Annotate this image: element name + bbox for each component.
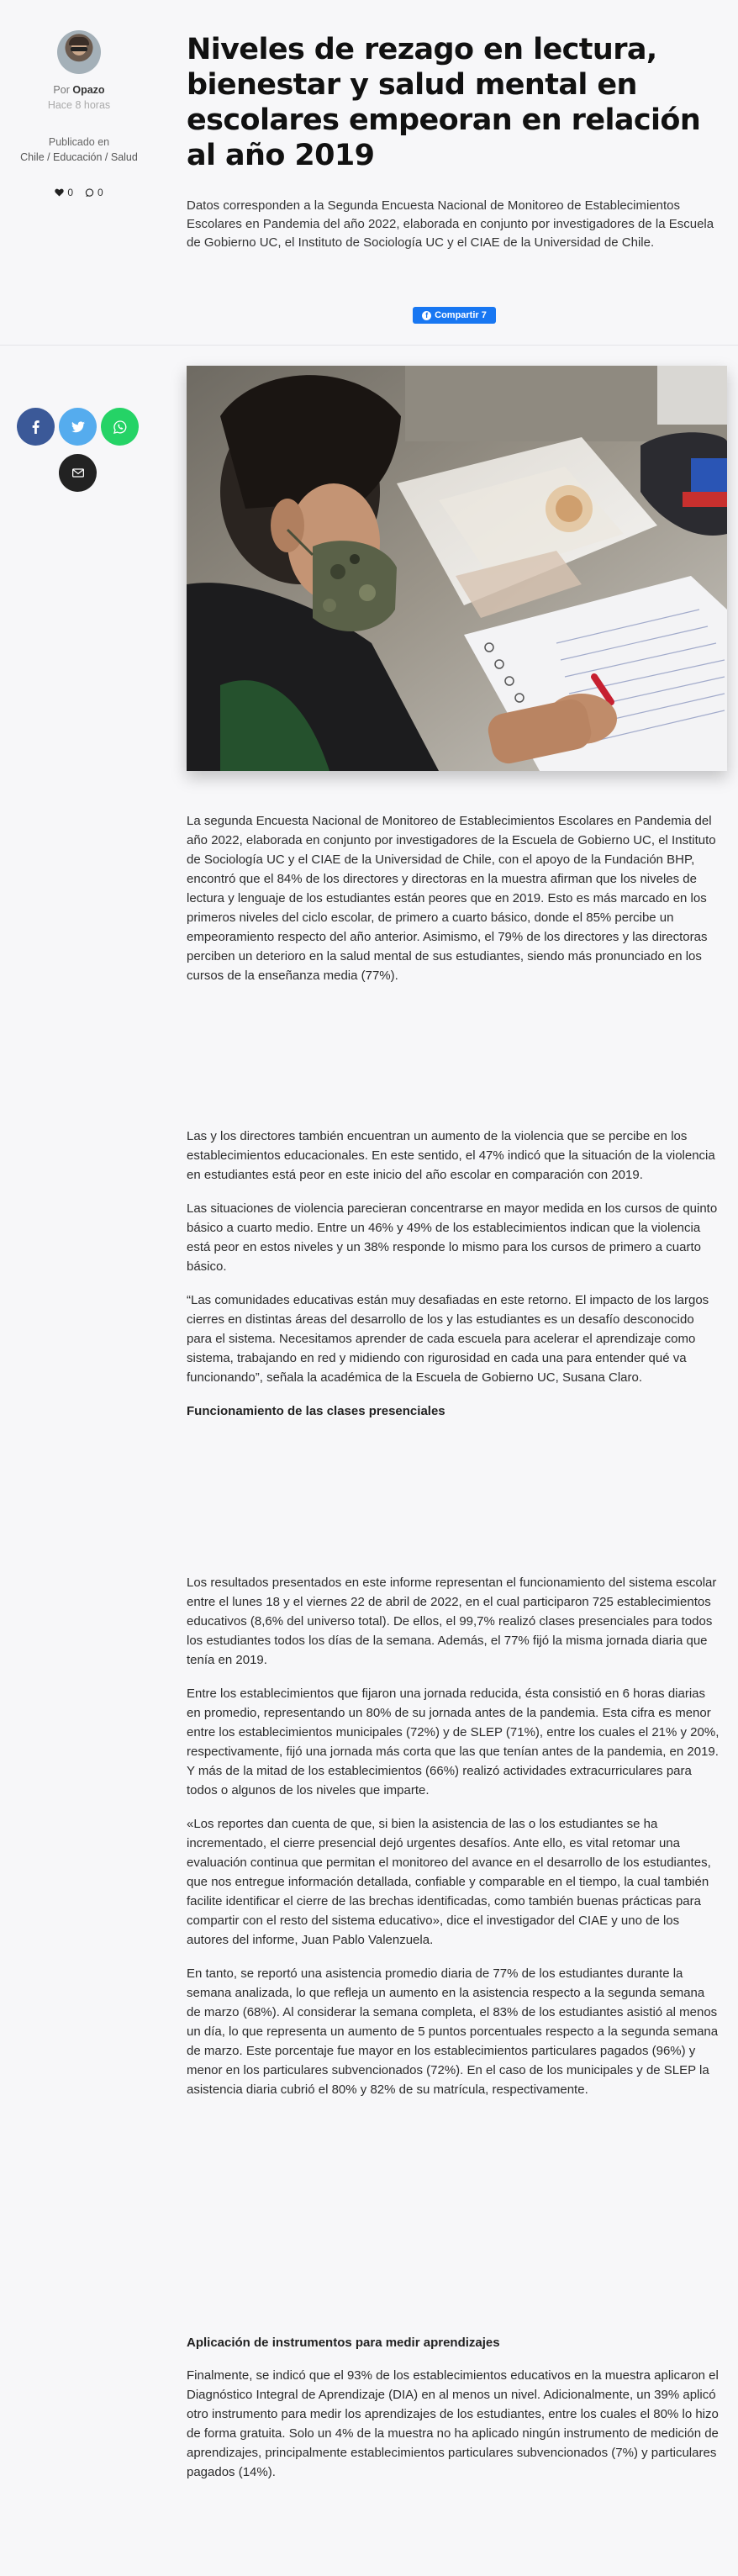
article-paragraph: “Las comunidades educativas están muy desafiadas en este retorno. El impacto de los largos cierres en distintas áreas del desarrollo de los y las estudiantes es un desafío desconocido para el sistema. Necesitamos aprender de cada escuela para acelerar el aprendizaje como sistema, trabajando en red y midiendo con rigurosidad en cada una para entender qué va funcionando”, señala la académica de la Escuela de Gobierno UC, Susana Claro. (187, 1293, 709, 1385)
whatsapp-button[interactable] (101, 408, 139, 446)
comment-icon (85, 188, 94, 198)
article-paragraph: Entre los establecimientos que fijaron una jornada reducida, ésta consistió en 6 horas diarias en promedio, representando un 80% de su jornada antes de la pandemia. Esta cifra es menor entre los establecimientos municipales (72%) y de SLEP (71%), entre los cuales el 21% y 20%, respectivamente, fijó una jornada más corta que las que tenían antes de la pandemia, en 2019. Y más de la mitad de los establecimientos (66%) realizó actividades extracurriculares para todos o algunos de los niveles que imparte. (187, 1687, 720, 1797)
email-icon (72, 468, 84, 478)
article-paragraph: La segunda Encuesta Nacional de Monitoreo de Establecimientos Escolares en Pandemia del año 2022, elaborada en conjunto por investigadores de la Escuela de Gobierno UC, el Instituto de Sociología UC y el CIAE de la Universidad de Chile, con el apoyo de la Fundación BHP, encontró que el 84% de los directores y directoras en la muestra afirman que los niveles de lectura y lenguaje de los estudiantes están peores que en 2019. Esto es más marcado en los primeros niveles del ciclo escolar, de primero a cuarto básico, donde el 85% percibe un empeoramiento respecto del año anterior. Asimismo, el 79% de los directores y las directoras perciben un deterioro en la salud mental de sus estudiantes, siendo más pronunciado en los cursos de la enseñanza media (77%). (187, 814, 716, 983)
article-paragraph: Los resultados presentados en este informe representan el funcionamiento del sistema escolar entre el lunes 18 y el viernes 22 de abril de 2022, en el cual participaron 725 establecimientos educativos (8,6% del universo total). De ellos, el 99,7% realizó clases presenciales para todos los estudiantes todos los días de la semana. Además, el 77% fijó la misma jornada diaria que tenía en 2019. (187, 1576, 717, 1667)
by-label: Por (53, 84, 70, 96)
published-label: Publicado en (48, 136, 110, 148)
article-body-section-3 (187, 1573, 720, 2114)
article-body (187, 811, 720, 1000)
author-box (0, 30, 158, 198)
article-lead: Datos corresponden a la Segunda Encuesta Nacional de Monitoreo de Establecimientos Escolares en Pandemia del año 2022, elaborada en conjunto por investigadores de la Escuela de Gobierno UC, el Instituto de Sociología UC y el CIAE de la Universidad de Chile. (187, 198, 714, 250)
post-time: Hace 8 horas (47, 99, 111, 111)
post-stats (0, 187, 158, 198)
article-paragraph: Finalmente, se indicó que el 93% de los establecimientos educativos en la muestra aplicaron el Diagnóstico Integral de Aprendizaje (DIA) en al menos un nivel. Adicionalmente, un 39% aplicó otro instrumento para medir los aprendizajes de los estudiantes, entre los cuales el 80% lo hizo de forma gratuita. Solo un 4% de la muestra no ha aplicado ningún instrumento de medición de aprendizajes, principalmente establecimientos particulares subvencionados (7%) y particulares pagados (14%). (187, 2368, 719, 2479)
twitter-button[interactable] (59, 408, 97, 446)
facebook-button[interactable] (17, 408, 55, 446)
hero-photo-illustration (187, 366, 727, 771)
article-body-section-4 (187, 2333, 720, 2496)
comments-counter[interactable] (85, 187, 103, 198)
social-share-bar (17, 408, 143, 500)
twitter-icon (71, 421, 85, 433)
article-paragraph: Las y los directores también encuentran un aumento de la violencia que se percibe en los establecimientos educacionales. En este sentido, el 47% indicó que la situación de la violencia en estudiantes está peor en este inicio del año escolar en comparación con 2019. (187, 1129, 715, 1182)
section-heading: Aplicación de instrumentos para medir aprendizajes (187, 2336, 500, 2350)
category-links[interactable]: Chile / Educación / Salud (20, 151, 138, 163)
section-heading: Funcionamiento de las clases presenciales (187, 1404, 445, 1418)
facebook-icon (32, 420, 40, 434)
facebook-share-button[interactable] (413, 307, 496, 324)
avatar[interactable] (57, 30, 101, 74)
facebook-icon: f (422, 311, 431, 320)
comments-count: 0 (98, 187, 103, 198)
article-hero-image (187, 366, 727, 771)
likes-count: 0 (67, 187, 73, 198)
article-paragraph: «Los reportes dan cuenta de que, si bien la asistencia de las o los estudiantes se ha incrementado, el cierre presencial dejó urgentes desafíos. Ante ello, es vital retomar una evaluación continua que permitan el monitoreo del avance en el desarrollo de los estudiantes, que nos entregue información detallada, confiable y comparable en el tiempo, la cual también facilite identificar el cierre de las brechas identificadas, como también buenas prácticas para compartir con el resto del sistema educativo», dice el investigador del CIAE y uno de los autores del informe, Juan Pablo Valenzuela. (187, 1817, 711, 1947)
article-paragraph: Las situaciones de violencia parecieran concentrarse en mayor medida en los cursos de quinto básico a cuarto medio. Entre un 46% y 49% de los establecimientos indican que la violencia está peor en estos niveles y un 38% responde lo mismo para los cursos de primero a cuarto básico. (187, 1201, 718, 1274)
author-byline (0, 82, 158, 98)
email-button[interactable] (59, 454, 97, 492)
whatsapp-icon (113, 420, 127, 434)
likes-counter[interactable] (55, 187, 73, 198)
article-paragraph: En tanto, se reportó una asistencia promedio diaria de 77% de los estudiantes durante la semana analizada, lo que refleja un aumento en la asistencia respecto a la segunda semana de marzo (68%). Al considerar la semana completa, el 83% de los estudiantes asistió al menos un día, lo que representa un aumento de 5 puntos porcentuales respecto a la segunda semana de marzo. Este porcentaje fue mayor en los establecimientos particulares pagados (96%) y menor en los particulares subvencionados (72%). En el caso de los municipales y de SLEP la asistencia diaria cubrió el 80% y 82% de su matrícula, respectivamente. (187, 1966, 719, 2097)
author-name[interactable]: Opazo (72, 84, 105, 96)
share-label: Compartir 7 (435, 310, 487, 320)
page-title: Niveles de rezago en lectura, bienestar y salud mental en escolares empeoran en relación al año 2019 (187, 33, 701, 172)
heart-icon (55, 188, 64, 197)
article-body-section-2 (187, 1127, 720, 1421)
header-divider (0, 345, 738, 346)
